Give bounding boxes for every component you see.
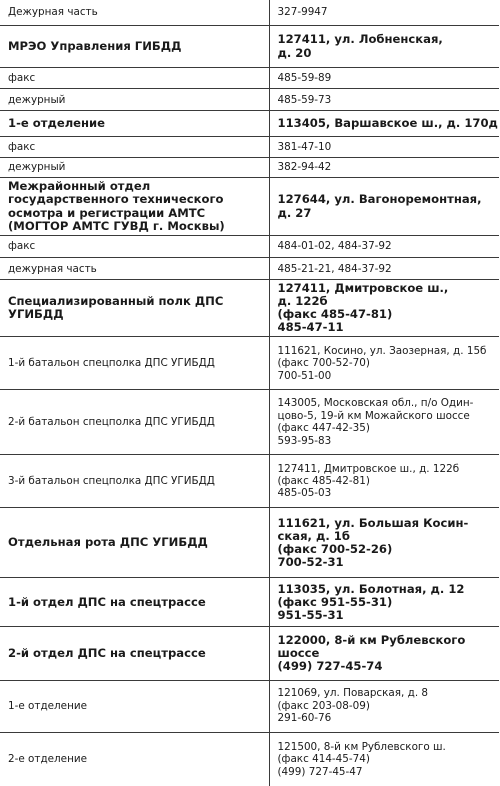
entry-name: дежурная часть (0, 258, 269, 280)
entry-contact: 127644, ул. Вагоноремонтная, д. 27 (269, 178, 499, 235)
table-row (0, 111, 499, 137)
table-row (0, 508, 499, 578)
entry-name: Специализированный полк ДПС УГИБДД (0, 280, 269, 337)
entry-contact: 113035, ул. Болотная, д. 12 (факс 951-55-31) 951-55-31 (269, 578, 499, 627)
entry-name: 2-й отдел ДПС на спецтрассе (0, 627, 269, 681)
entry-contact: 485-59-89 (269, 67, 499, 89)
entry-contact: 122000, 8-й км Рублевского шоссе (499) 727-45-74 (269, 627, 499, 681)
entry-name: 3-й батальон спецполка ДПС УГИБДД (0, 455, 269, 508)
entry-name: 1-й батальон спецполка ДПС УГИБДД (0, 337, 269, 390)
entry-contact: 485-21-21, 484-37-92 (269, 258, 499, 280)
entry-contact: 127411, Дмитровское ш., д. 122б (факс 485-42-81) 485-05-03 (269, 455, 499, 508)
table-row (0, 337, 499, 390)
entry-contact: 484-01-02, 484-37-92 (269, 235, 499, 258)
entry-name: факс (0, 137, 269, 158)
table-row (0, 680, 499, 732)
entry-contact: 111621, Косино, ул. Заозерная, д. 15б (факс 700-52-70) 700-51-00 (269, 337, 499, 390)
entry-contact: 143005, Московская обл., п/о Один- цово-5, 19-й км Можайского шоссе (факс 447-42-35) 593-95-83 (269, 390, 499, 455)
entry-name: Дежурная часть (0, 0, 269, 26)
table-row (0, 390, 499, 455)
table-row (0, 258, 499, 280)
table-row (0, 67, 499, 89)
entry-contact: 485-59-73 (269, 89, 499, 111)
entry-name: факс (0, 235, 269, 258)
table-row (0, 280, 499, 337)
entry-name: 2-е отделение (0, 732, 269, 786)
entry-name: 1-й отдел ДПС на спецтрассе (0, 578, 269, 627)
table-row (0, 157, 499, 178)
table-row (0, 0, 499, 26)
table-row (0, 26, 499, 67)
entry-contact: 381-47-10 (269, 137, 499, 158)
entry-contact: 121500, 8-й км Рублевского ш. (факс 414-45-74) (499) 727-45-47 (269, 732, 499, 786)
entry-contact: 382-94-42 (269, 157, 499, 178)
entry-name: дежурный (0, 89, 269, 111)
entry-contact: 121069, ул. Поварская, д. 8 (факс 203-08-09) 291-60-76 (269, 680, 499, 732)
entry-contact: 127411, ул. Лобненская, д. 20 (269, 26, 499, 67)
entry-name: 1-е отделение (0, 680, 269, 732)
entry-name: 2-й батальон спецполка ДПС УГИБДД (0, 390, 269, 455)
entry-name: МРЭО Управления ГИБДД (0, 26, 269, 67)
entry-contact: 111621, ул. Большая Косин- ская, д. 1б (факс 700-52-26) 700-52-31 (269, 508, 499, 578)
entry-contact: 127411, Дмитровское ш., д. 122б (факс 485-47-81) 485-47-11 (269, 280, 499, 337)
entry-contact: 327-9947 (269, 0, 499, 26)
entry-name: дежурный (0, 157, 269, 178)
entry-name: Межрайонный отдел государственного технического осмотра и регистрации АМТС (МОГТОР АМТС ГУВД г. Москвы) (0, 178, 269, 235)
table-row (0, 578, 499, 627)
table-row (0, 732, 499, 786)
table-row (0, 89, 499, 111)
table-row (0, 455, 499, 508)
table-row (0, 137, 499, 158)
entry-contact: 113405, Варшавское ш., д. 170д (269, 111, 499, 137)
entry-name: Отдельная рота ДПС УГИБДД (0, 508, 269, 578)
table-row (0, 178, 499, 235)
entry-name: факс (0, 67, 269, 89)
entry-name: 1-е отделение (0, 111, 269, 137)
table-row (0, 627, 499, 681)
table-row (0, 235, 499, 258)
